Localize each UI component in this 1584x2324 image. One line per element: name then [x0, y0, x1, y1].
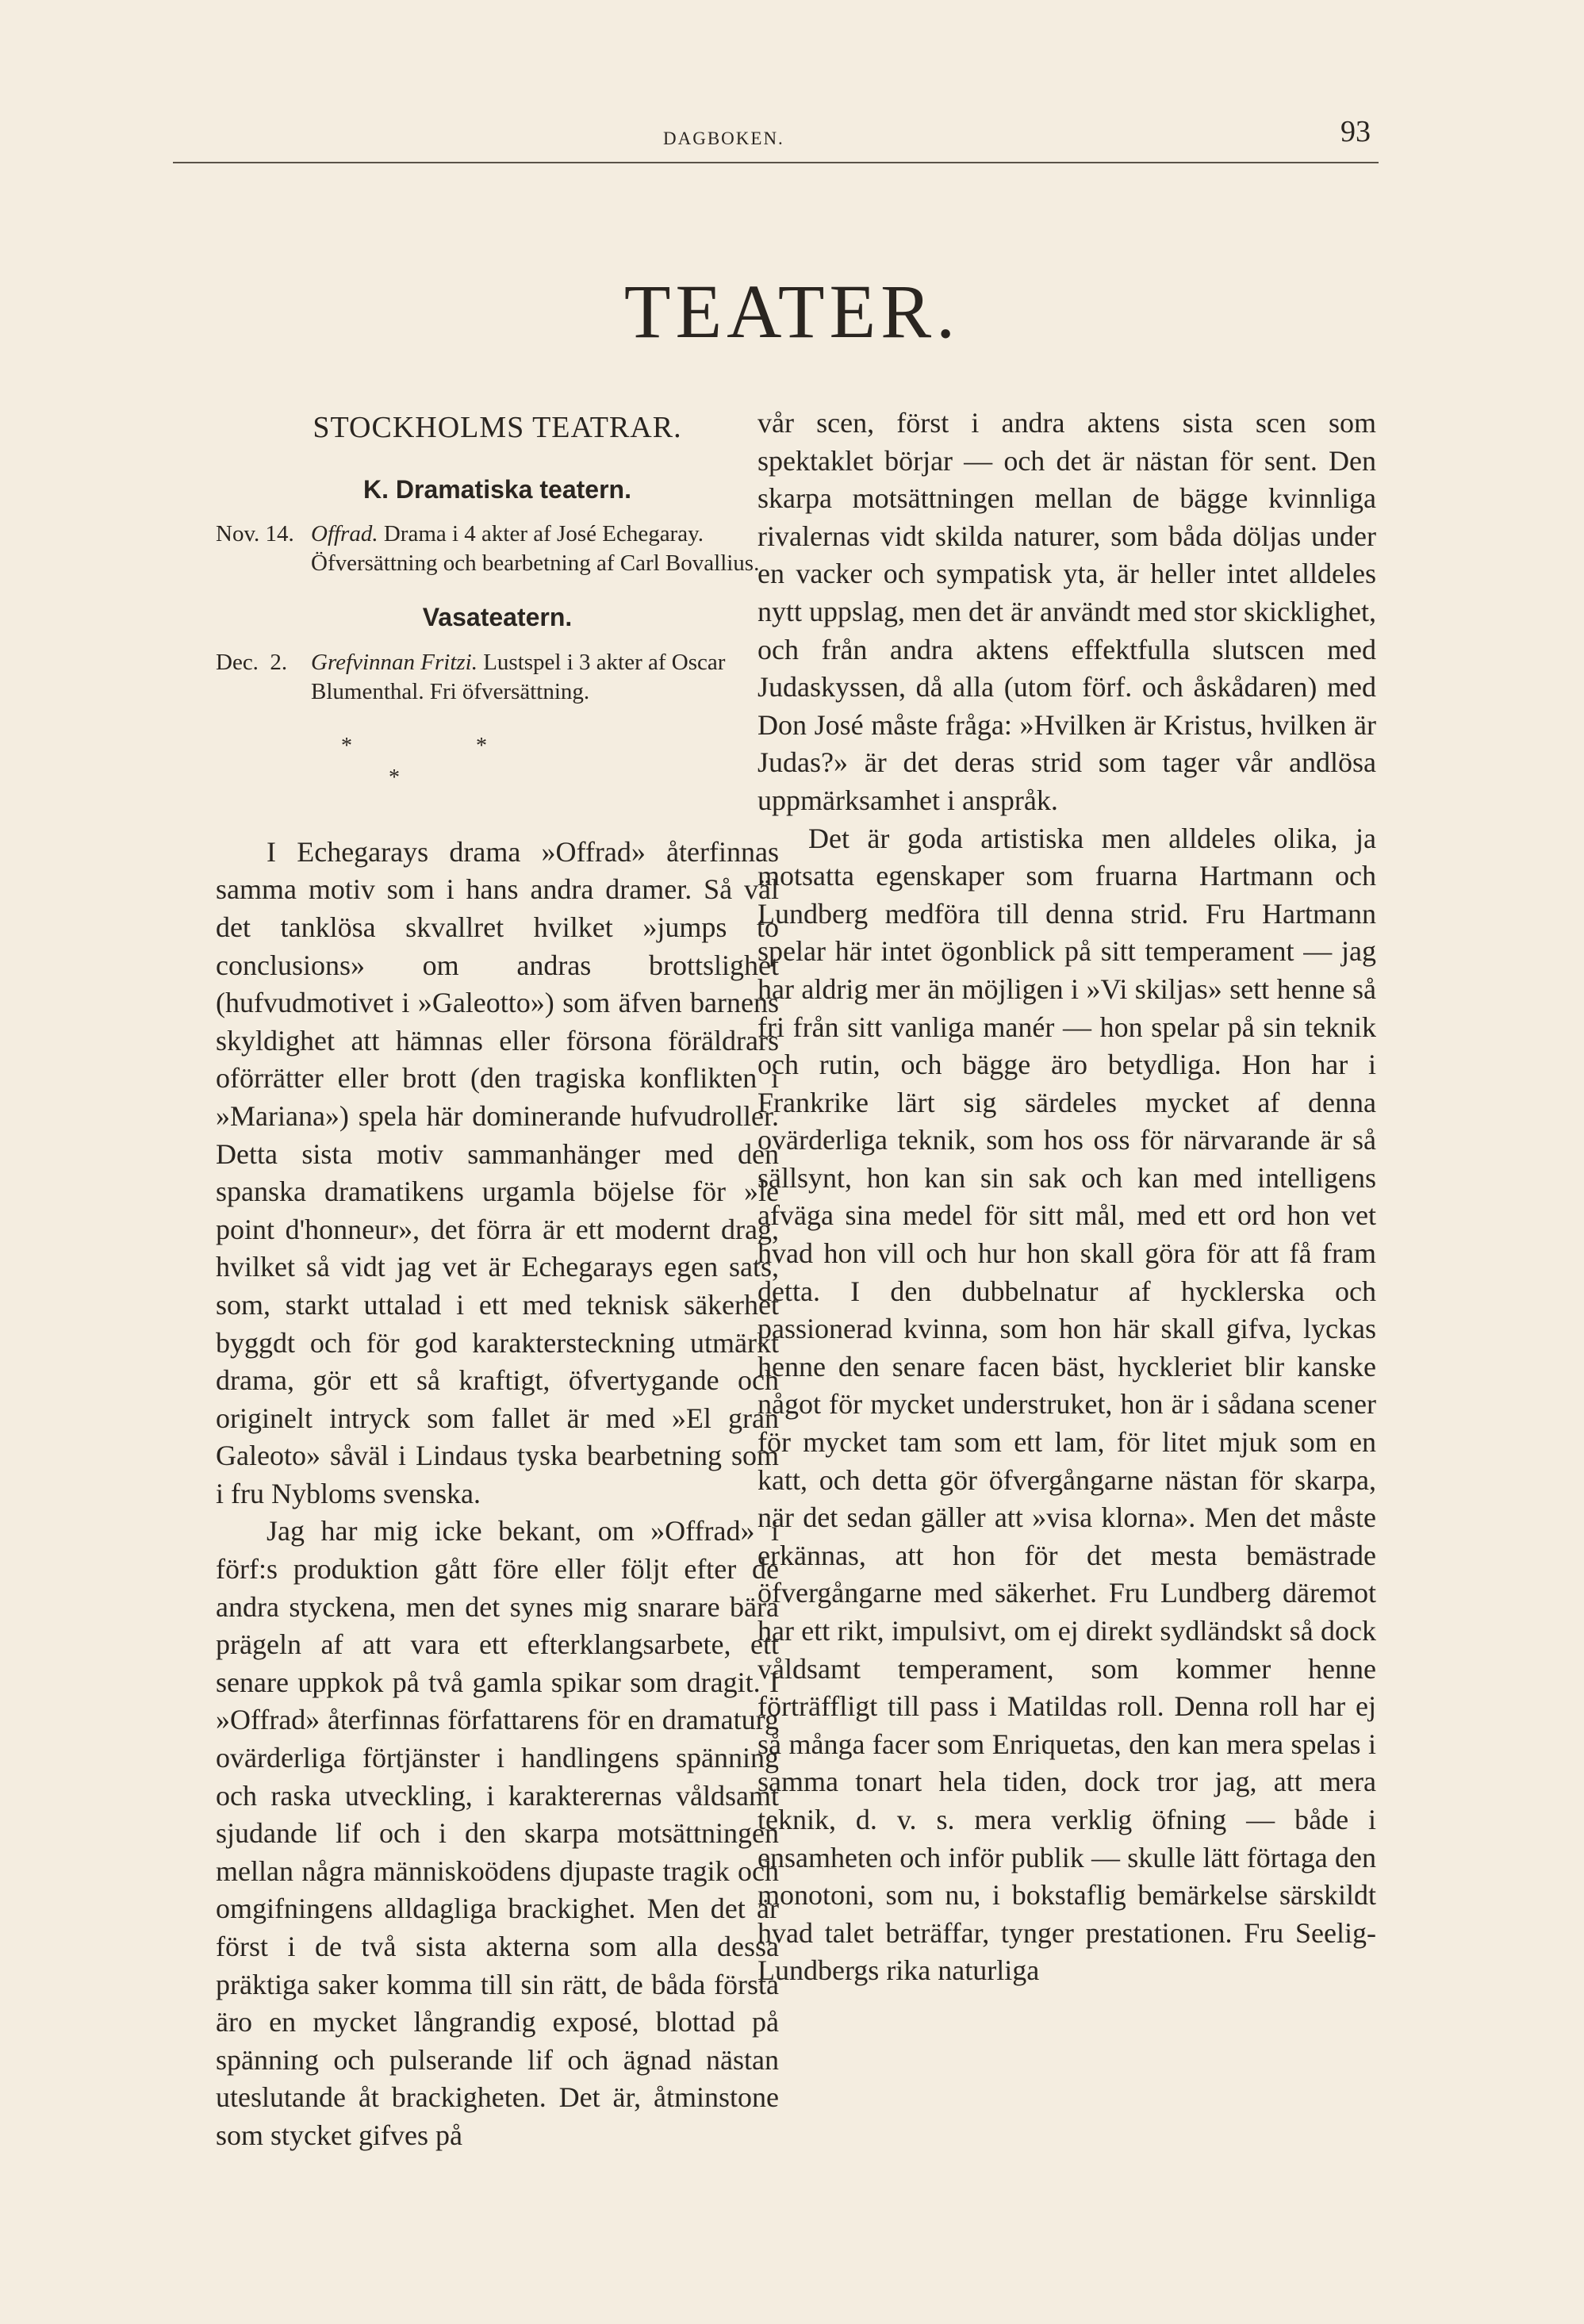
- entry-work-title: Grefvinnan Fritzi.: [311, 649, 478, 675]
- separator-star: *: [389, 765, 400, 790]
- page-title: TEATER.: [623, 269, 961, 354]
- separator-star: *: [476, 733, 487, 758]
- left-column: [216, 405, 779, 2155]
- section-separator: [216, 727, 779, 799]
- theatre-name: K. Dramatiska teatern.: [363, 474, 631, 504]
- body-paragraph: Jag har mig icke bekant, om »Offrad» i förf:s produktion gått före eller följt efter de andra styckena, men det synes mig snarare bära prägeln af att vara ett efterklangsarbete, ett senare uppkok på två gamla spikar som dragit. I »Offrad» återfinnas författarens för en dramaturg ovärderliga förtjänster i handlingens spänning och raska utveckling, i karakterernas våldsamt sjudande lif och i den skarpa motsättningen mellan några människoödens djupaste tragik och omgifningens alldagliga brackighet. Men det är först i de två sista akterna som alla dessa präktiga saker komma till sin rätt, de båda första äro en mycket långrandig exposé, blottad på spänning och pulserande lif och ägnad nästan uteslutande åt brackigheten. Det är, åtminstone som stycket gifves på: [216, 1515, 779, 2151]
- header-rule: [173, 162, 1379, 163]
- entry-text: [311, 648, 779, 707]
- theatre-name: Vasateatern.: [422, 603, 573, 632]
- entry-description: Drama i 4 akter af José Echegaray. Öfversättning och bearbetning af Carl Bovallius.: [311, 521, 760, 577]
- entry-text: [311, 520, 779, 578]
- right-column: [757, 405, 1376, 1990]
- program-entry: [216, 648, 779, 707]
- page-number: 93: [1340, 115, 1371, 148]
- body-paragraph: Det är goda artistiska men alldeles olika, ja motsatta egenskaper som fruarna Hartmann och Lundberg medföra till denna strid. Fru Hartmann spelar här intet ögonblick på sitt temperament — jag har aldrig mer än möjligen i »Vi skiljas» sett henne så fri från sitt vanliga manér — hon spelar på sin teknik och rutin, och bägge äro betydliga. Hon har i Frankrike lärt sig särdeles mycket af denna ovärderliga teknik, som hos oss för närvarande är så sällsynt, hon kan sin sak och kan med intelligens afväga sina medel för sitt mål, med ett ord hon vet hvad hon vill och hur hon skall göra för att få fram detta. I den dubbelnatur af hycklerska och passionerad kvinna, som hon här skall gifva, lyckas henne den senare facen bäst, hyckleriet blir kanske något för mycket understruket, hon är i sådana scener för mycket tam som ett lam, för litet mjuk som en katt, och detta gör öfvergångarne nästan för skarpa, när det sedan gäller att »visa klorna». Men det måste erkännas, att hon för det mesta bemästrade öfvergångarne med säkerhet. Fru Lundberg däremot har ett rikt, impulsivt, om ej direkt sydländskt så dock våldsamt temperament, som kommer henne förträffligt till pass i Matildas roll. Denna roll har ej så många facer som Enriquetas, den kan mera spelas i samma tonart hela tiden, dock tror jag, att mera teknik, d. v. s. mera verklig öfning — både i ensamheten och inför publik — skulle lätt förtaga den monotoni, som nu, i bokstaflig bemärkelse särskildt hvad talet beträffar, tynger prestationen. Fru Seelig-Lundbergs rika naturliga: [757, 822, 1376, 1987]
- body-paragraph: vår scen, först i andra aktens sista scen som spektaklet börjar — och det är nästan för sent. Den skarpa motsättningen mellan de bägge kvinnliga rivalernas vidt skilda naturer, som båda döljas under en vacker och sympatisk yta, är heller intet alldeles nytt uppslag, men det är användt med stor skicklighet, och från andra aktens effektfulla slutscen med Judaskyssen, då alla (utom förf. och åskådaren) med Don José måste fråga: »Hvilken är Kristus, hvilken är Judas?» är det deras strid som tager vår andlösa uppmärksamhet i anspråk.: [757, 407, 1376, 816]
- entry-description: Lustspel i 3 akter af Oscar Blumenthal. Fri öfversättning.: [311, 649, 726, 704]
- separator-star: *: [341, 733, 352, 758]
- entry-date: Dec. 2.: [216, 649, 288, 675]
- section-heading: STOCKHOLMS TEATRAR.: [313, 411, 682, 444]
- program-entry: [216, 520, 779, 578]
- entry-date: Nov. 14.: [216, 521, 294, 547]
- running-head: DAGBOKEN.: [663, 128, 784, 148]
- body-paragraph: I Echegarays drama »Offrad» återfinnas samma motiv som i hans andra dramer. Så väl det tanklösa skvallret hvilket »jumps to conclusions» om andras brottslighet (hufvudmotivet i »Galeotto») som äfven barnens skyldighet att hämnas eller försona föräldrars oförrätter eller brott (den tragiska konflikten i »Mariana») spela här dominerande hufvudroller. Detta sista motiv sammanhänger med den spanska dramatikens urgamla böjelse för »le point d'honneur», det förra är ett modernt drag, hvilket så vidt jag vet är Echegarays egen sats, som, starkt uttalad i ett med teknisk säkerhet byggdt och för god karaktersteckning utmärkt drama, gör ett så kraftigt, öfvertygande och originelt intryck som fallet är med »El gran Galeoto» såväl i Lindaus tyska bearbetning som i fru Nybloms svenska.: [216, 835, 779, 1509]
- page-header: [173, 111, 1379, 159]
- entry-work-title: Offrad.: [311, 521, 378, 547]
